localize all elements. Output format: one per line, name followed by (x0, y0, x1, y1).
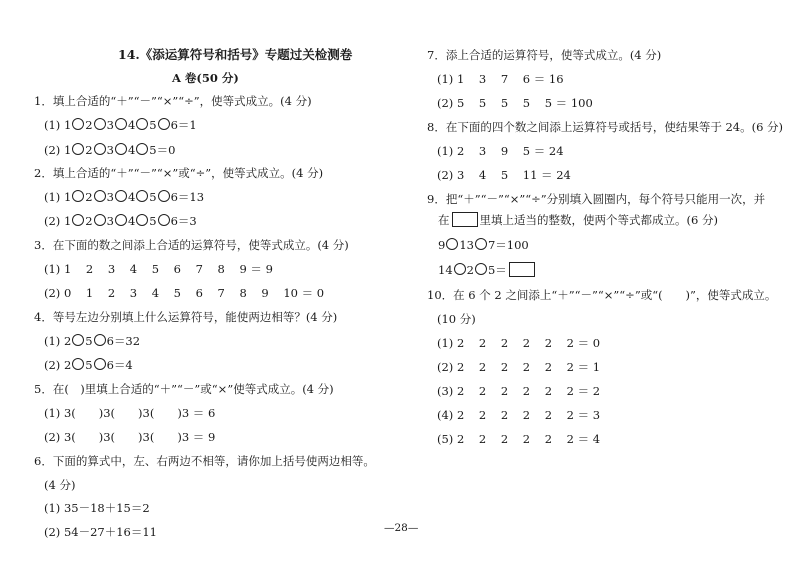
q1-stem: 1．填上合适的“＋”“－”“×”“÷”，使等式成立。(4 分) (34, 94, 312, 108)
blank-circle[interactable] (94, 190, 106, 202)
blank-circle[interactable] (72, 334, 84, 346)
q4-part2: (2) 2 5 6＝4 (44, 358, 133, 372)
blank-circle[interactable] (72, 118, 84, 130)
q8-stem: 8．在下面的四个数之间添上运算符号或括号，使结果等于 24。(6 分) (427, 120, 784, 134)
q6-points: (4 分) (44, 478, 76, 492)
blank-circle[interactable] (158, 190, 170, 202)
blank-circle[interactable] (158, 118, 170, 130)
blank-circle[interactable] (475, 263, 487, 275)
q3-part1: (1) 1 2 3 4 5 6 7 8 9 ＝ 9 (44, 262, 273, 276)
q10-part5: (5) 2 2 2 2 2 2 ＝ 4 (437, 432, 601, 446)
q10-part1: (1) 2 2 2 2 2 2 ＝ 0 (437, 336, 601, 350)
q9-stem-line2: 在 里填上适当的整数，使两个等式都成立。(6 分) (438, 213, 718, 227)
blank-circle[interactable] (136, 143, 148, 155)
q5-part2: (2) 3( )3( )3( )3 ＝ 9 (44, 430, 216, 444)
q10-part4: (4) 2 2 2 2 2 2 ＝ 3 (437, 408, 601, 422)
blank-circle[interactable] (72, 190, 84, 202)
blank-circle[interactable] (72, 214, 84, 226)
q7-part2: (2) 5 5 5 5 5 ＝ 100 (437, 96, 593, 110)
blank-circle[interactable] (94, 214, 106, 226)
q6-stem: 6．下面的算式中，左、右两边不相等，请你加上括号使两边相等。 (34, 454, 375, 468)
q6-part1: (1) 35－18＋15＝2 (44, 501, 150, 515)
q5-stem: 5．在( )里填上合适的“＋”“－”或“×”使等式成立。(4 分) (34, 382, 334, 396)
blank-circle[interactable] (158, 214, 170, 226)
blank-circle[interactable] (115, 190, 127, 202)
blank-circle[interactable] (115, 214, 127, 226)
q2-stem: 2．填上合适的“＋”“－”“×”或“÷”，使等式成立。(4 分) (34, 166, 324, 180)
q1-part1: (1) 1 2 3 4 5 6＝1 (44, 118, 197, 132)
q3-part2: (2) 0 1 2 3 4 5 6 7 8 9 10 ＝ 0 (44, 286, 325, 300)
q3-stem: 3．在下面的数之间添上合适的运算符号，使等式成立。(4 分) (34, 238, 349, 252)
blank-circle[interactable] (94, 118, 106, 130)
blank-circle[interactable] (94, 334, 106, 346)
section-title: A 卷(50 分) (172, 71, 239, 85)
q7-stem: 7．添上合适的运算符号，使等式成立。(4 分) (427, 48, 662, 62)
q9-equation1: 9 13 7＝100 (438, 238, 529, 252)
q9-stem-line1: 9．把“＋”“－”“×”“÷”分别填入圆圈内，每个符号只能用一次，并 (427, 192, 766, 206)
blank-circle[interactable] (454, 263, 466, 275)
blank-circle[interactable] (136, 190, 148, 202)
page-number: —28— (384, 522, 419, 534)
blank-circle[interactable] (136, 214, 148, 226)
page-title: 14.《添运算符号和括号》专题过关检测卷 (118, 47, 353, 62)
q2-part1: (1) 1 2 3 4 5 6＝13 (44, 190, 205, 204)
blank-circle[interactable] (446, 238, 458, 250)
blank-circle[interactable] (94, 143, 106, 155)
blank-circle[interactable] (115, 118, 127, 130)
blank-circle[interactable] (72, 143, 84, 155)
q5-part1: (1) 3( )3( )3( )3 ＝ 6 (44, 406, 216, 420)
q10-stem: 10．在 6 个 2 之间添上“＋”“－”“×”“÷”或“( )”，使等式成立。 (427, 288, 777, 302)
answer-box[interactable] (509, 262, 535, 277)
blank-circle[interactable] (475, 238, 487, 250)
q10-points: (10 分) (437, 312, 476, 326)
q10-part2: (2) 2 2 2 2 2 2 ＝ 1 (437, 360, 601, 374)
q4-stem: 4．等号左边分别填上什么运算符号，能使两边相等？(4 分) (34, 310, 338, 324)
q8-part1: (1) 2 3 9 5 ＝ 24 (437, 144, 564, 158)
q8-part2: (2) 3 4 5 11 ＝ 24 (437, 168, 571, 182)
q6-part2: (2) 54－27＋16＝11 (44, 525, 157, 539)
q2-part2: (2) 1 2 3 4 5 6＝3 (44, 214, 197, 228)
blank-circle[interactable] (136, 118, 148, 130)
blank-circle[interactable] (72, 358, 84, 370)
answer-box[interactable] (452, 212, 478, 227)
q7-part1: (1) 1 3 7 6 ＝ 16 (437, 72, 564, 86)
blank-circle[interactable] (94, 358, 106, 370)
blank-circle[interactable] (115, 143, 127, 155)
q10-part3: (3) 2 2 2 2 2 2 ＝ 2 (437, 384, 601, 398)
q1-part2: (2) 1 2 3 4 5＝0 (44, 143, 176, 157)
q4-part1: (1) 2 5 6＝32 (44, 334, 141, 348)
q9-equation2: 14 2 5＝ (438, 262, 537, 278)
